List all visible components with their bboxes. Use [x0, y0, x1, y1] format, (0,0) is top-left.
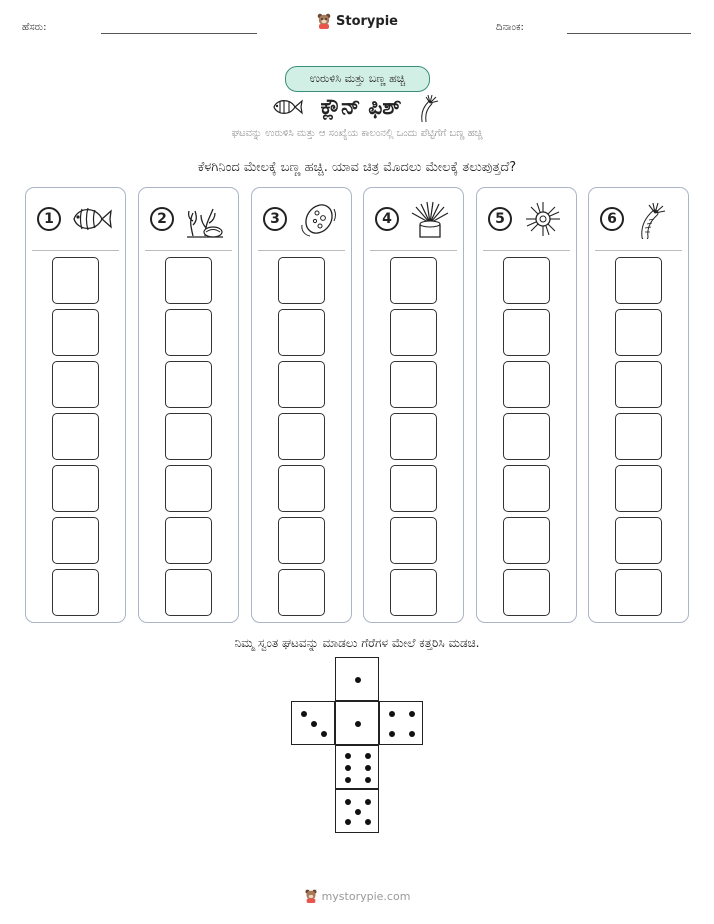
color-box[interactable]	[278, 413, 325, 460]
tube-worm-icon	[633, 199, 677, 239]
color-box[interactable]	[165, 257, 212, 304]
activity-pill: ಉರುಳಿಸಿ ಮತ್ತು ಬಣ್ಣ ಹಚ್ಚಿ	[285, 66, 430, 92]
color-box[interactable]	[278, 309, 325, 356]
color-box[interactable]	[278, 465, 325, 512]
title-row	[0, 92, 714, 122]
page-title: ಕ್ಲೌನ್ ಫಿಶ್	[320, 94, 402, 120]
coral-reef-icon	[183, 199, 227, 239]
color-box[interactable]	[615, 413, 662, 460]
column-1	[25, 187, 126, 623]
brand-name: Storypie	[336, 13, 398, 29]
color-box[interactable]	[615, 361, 662, 408]
color-box[interactable]	[503, 361, 550, 408]
brand	[0, 12, 714, 34]
color-box[interactable]	[52, 413, 99, 460]
die-pip	[355, 721, 361, 727]
color-box[interactable]	[278, 517, 325, 564]
color-box[interactable]	[503, 309, 550, 356]
die-pip	[409, 711, 415, 717]
sea-urchin-icon	[521, 199, 565, 239]
column-number: 1	[37, 207, 61, 231]
die-pip	[355, 809, 361, 815]
color-box[interactable]	[165, 569, 212, 616]
sea-anemone-icon	[408, 199, 452, 239]
column-divider	[370, 250, 457, 251]
color-box[interactable]	[390, 361, 437, 408]
die-pip	[389, 711, 395, 717]
color-box[interactable]	[390, 569, 437, 616]
die-pip	[301, 711, 307, 717]
color-box[interactable]	[503, 413, 550, 460]
color-box[interactable]	[278, 361, 325, 408]
color-box[interactable]	[165, 413, 212, 460]
die-pip	[355, 677, 361, 683]
color-box[interactable]	[390, 309, 437, 356]
color-box[interactable]	[390, 257, 437, 304]
column-number: 5	[488, 207, 512, 231]
color-box[interactable]	[278, 569, 325, 616]
column-divider	[595, 250, 682, 251]
color-box[interactable]	[503, 517, 550, 564]
color-box[interactable]	[503, 257, 550, 304]
die-pip	[365, 753, 371, 759]
color-box[interactable]	[615, 257, 662, 304]
color-box[interactable]	[52, 465, 99, 512]
column-2	[138, 187, 239, 623]
color-box[interactable]	[165, 361, 212, 408]
die-face	[335, 789, 379, 833]
die-pip	[365, 777, 371, 783]
die-face	[335, 701, 379, 745]
clownfish-icon	[270, 96, 304, 118]
color-box[interactable]	[52, 361, 99, 408]
column-4	[363, 187, 464, 623]
color-box[interactable]	[390, 517, 437, 564]
column-6	[588, 187, 689, 623]
footer	[0, 888, 714, 908]
color-box[interactable]	[278, 257, 325, 304]
color-box[interactable]	[390, 413, 437, 460]
color-box[interactable]	[52, 309, 99, 356]
color-box[interactable]	[615, 309, 662, 356]
color-box[interactable]	[165, 309, 212, 356]
die-pip	[365, 765, 371, 771]
die-pip	[365, 799, 371, 805]
color-box[interactable]	[165, 517, 212, 564]
name-label: ಹೆಸರು:	[22, 22, 47, 33]
column-divider	[32, 250, 119, 251]
storypie-logo-icon	[316, 12, 332, 30]
column-divider	[145, 250, 232, 251]
die-pip	[345, 765, 351, 771]
die-pip	[345, 777, 351, 783]
date-label: ದಿನಾಂಕ:	[496, 22, 524, 33]
die-pip	[365, 819, 371, 825]
die-face	[335, 745, 379, 789]
cut-fold-instruction: ನಿಮ್ಮ ಸ್ವಂತ ಘಟವನ್ನು ಮಾಡಲು ಗೆರೆಗಳ ಮೇಲೆ ಕತ್ತರಿಸಿ ಮಡಚಿ.	[234, 636, 480, 650]
die-pip	[321, 731, 327, 737]
die-face	[379, 701, 423, 745]
question: ಕೆಳಗಿನಿಂದ ಮೇಲಕ್ಕೆ ಬಣ್ಣ ಹಚ್ಚಿ. ಯಾವ ಚಿತ್ರ ಮೊದಲು ಮೇಲಕ್ಕೆ ತಲುಪುತ್ತದೆ?	[197, 160, 517, 175]
color-box[interactable]	[390, 465, 437, 512]
column-number: 3	[263, 207, 287, 231]
tube-worm-icon	[418, 92, 444, 122]
storypie-logo-icon	[304, 888, 318, 904]
die-pip	[389, 731, 395, 737]
subtitle: ಘಟವನ್ನು ಉರುಳಿಸಿ ಮತ್ತು ಆ ಸಂಖ್ಯೆಯ ಕಾಲಂನಲ್ಲಿ ಒಂದು ಪೆಟ್ಟಿಗೆಗೆ ಬಣ್ಣ ಹಚ್ಚಿ	[231, 128, 483, 139]
color-box[interactable]	[503, 465, 550, 512]
color-box[interactable]	[503, 569, 550, 616]
column-divider	[258, 250, 345, 251]
die-pip	[345, 819, 351, 825]
color-box[interactable]	[52, 569, 99, 616]
footer-url: mystorypie.com	[321, 889, 411, 903]
column-number: 6	[600, 207, 624, 231]
die-face	[291, 701, 335, 745]
color-box[interactable]	[52, 517, 99, 564]
die-face	[335, 657, 379, 701]
color-box[interactable]	[52, 257, 99, 304]
color-box[interactable]	[615, 465, 662, 512]
die-pip	[409, 731, 415, 737]
column-divider	[483, 250, 570, 251]
color-box[interactable]	[615, 517, 662, 564]
column-number: 4	[375, 207, 399, 231]
color-box[interactable]	[615, 569, 662, 616]
clownfish-icon	[70, 199, 114, 239]
die-pip	[345, 753, 351, 759]
color-box[interactable]	[165, 465, 212, 512]
die-pip	[311, 721, 317, 727]
column-3	[251, 187, 352, 623]
column-number: 2	[150, 207, 174, 231]
die-pip	[345, 799, 351, 805]
column-5	[476, 187, 577, 623]
sponge-icon	[296, 199, 340, 239]
